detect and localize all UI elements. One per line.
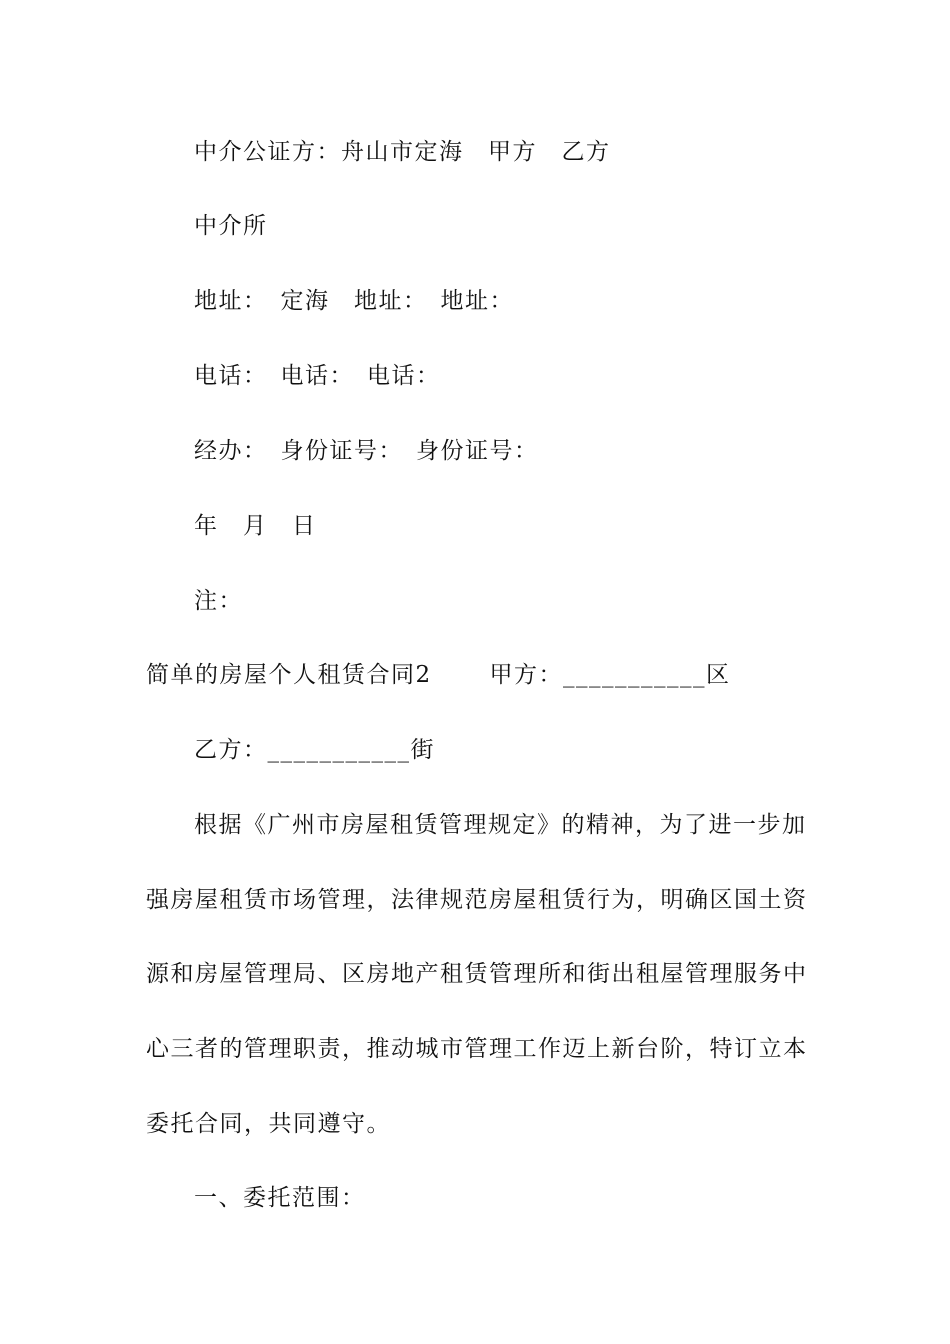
phone-line: 电话： 电话： 电话：: [194, 363, 441, 389]
party-b-line: 乙方：___________街: [194, 737, 435, 763]
paragraph-line-4: 心三者的管理职责，推动城市管理工作迈上新台阶，特订立本: [146, 1036, 808, 1062]
paragraph-line-2: 强房屋租赁市场管理，法律规范房屋租赁行为，明确区国土资: [146, 887, 808, 913]
note-line: 注：: [194, 588, 243, 614]
notary-party-line: 中介公证方：舟山市定海 甲方 乙方: [194, 139, 611, 165]
handler-id-line: 经办： 身份证号： 身份证号：: [194, 438, 539, 464]
paragraph-line-3: 源和房屋管理局、区房地产租赁管理所和街出租屋管理服务中: [146, 961, 808, 987]
contract-title-line: 简单的房屋个人租赁合同2 甲方：___________区: [146, 662, 731, 688]
agency-line: 中介所: [194, 213, 268, 239]
section-heading: 一、委托范围：: [194, 1185, 366, 1211]
paragraph-line-5: 委托合同，共同遵守。: [146, 1111, 391, 1137]
paragraph-line-1: 根据《广州市房屋租赁管理规定》的精神，为了进一步加: [194, 812, 807, 838]
date-line: 年 月 日: [194, 513, 317, 539]
address-line: 地址： 定海 地址： 地址：: [194, 288, 514, 314]
